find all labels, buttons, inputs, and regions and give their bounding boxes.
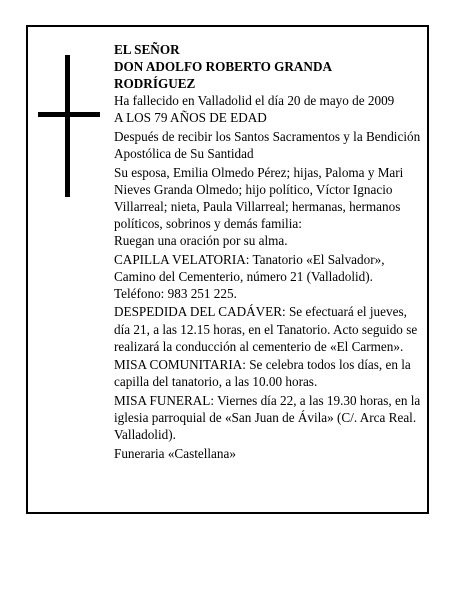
- notice-text: [114, 41, 422, 462]
- cross-horizontal-bar: [38, 112, 100, 117]
- honorific: EL SEÑOR: [114, 42, 180, 57]
- prayer-request: Ruegan una oración por su alma.: [114, 233, 288, 249]
- obituary-notice: [26, 25, 429, 514]
- death-statement: Ha fallecido en Valladolid el día 20 de mayo de 2009: [114, 93, 395, 109]
- funeral-home: Funeraria «Castellana»: [114, 445, 236, 461]
- funeral-mass-info: MISA FUNERAL: Viernes día 22, a las 19.30 horas, en la iglesia parroquial de «San Juan de Ávila» (C/. Arca Real. Valladolid).: [114, 392, 421, 443]
- deceased-name-line-2: RODRÍGUEZ: [114, 76, 196, 92]
- sacraments-statement: Después de recibir los Santos Sacramentos y la Bendición Apostólica de Su Santidad: [114, 128, 421, 162]
- cross-vertical-bar: [65, 55, 70, 197]
- age-statement: A LOS 79 AÑOS DE EDAD: [114, 110, 267, 126]
- latin-cross-icon: [38, 55, 100, 197]
- farewell-info: DESPEDIDA DEL CADÁVER: Se efectuará el jueves, día 21, a las 12.15 horas, en el Tanatorio. Acto seguido se realizará la conducción al cementerio de «El Carmen».: [114, 304, 418, 354]
- chapel-info: CAPILLA VELATORIA: Tanatorio «El Salvador», Camino del Cementerio, número 21 (Valladolid). Teléfono: 983 251 225.: [114, 251, 385, 301]
- family-statement: Su esposa, Emilia Olmedo Pérez; hijas, Paloma y Mari Nieves Granda Olmedo; hijo político, Víctor Ignacio Villarreal; nieta, Paula Villarreal; hermanas, hermanos políticos, sobrinos y demás familia:: [114, 164, 404, 231]
- deceased-name-line-1: DON ADOLFO ROBERTO GRANDA: [114, 59, 333, 75]
- community-mass-info: MISA COMUNITARIA: Se celebra todos los días, en la capilla del tanatorio, a las 10.00 horas.: [114, 357, 411, 390]
